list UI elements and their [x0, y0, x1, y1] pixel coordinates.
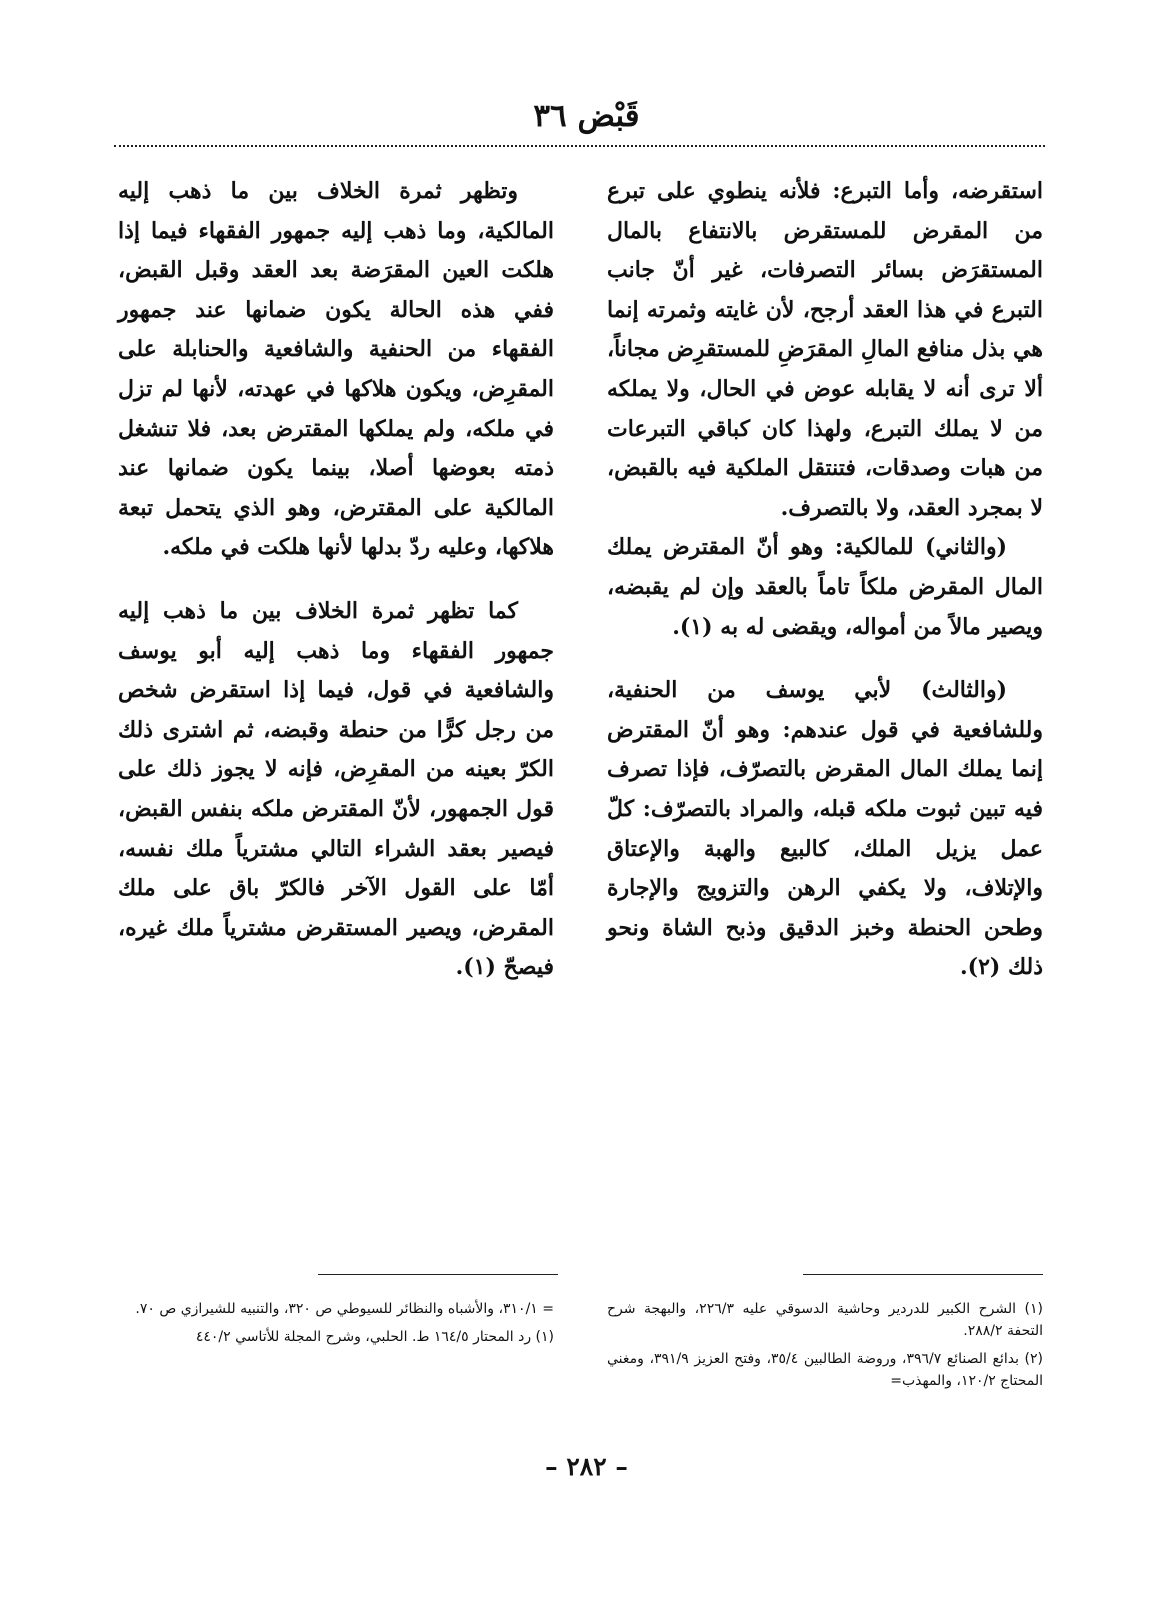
right-column [607, 172, 1043, 988]
footnote: (٢) بدائع الصنائع ٣٩٦/٧، وروضة الطالبين ٣٥/٤، وفتح العزيز ٣٩١/٩، ومغني المحتاج ١٢٠/٢، والمهذب= [607, 1351, 1044, 1389]
footnote: (١) رد المحتار ١٦٤/٥ ط. الحلبي، وشرح المجلة للأتاسي ٤٤٠/٢ [195, 1329, 554, 1345]
footnote: = ٣١٠/١، والأشباه والنظائر للسيوطي ص ٣٢٠، والتنبيه للشيرازي ص ٧٠. [135, 1301, 554, 1317]
footnote: (١) الشرح الكبير للدردير وحاشية الدسوقي عليه ٢٢٦/٣، والبهجة شرح التحفة ٢٨٨/٢. [607, 1301, 1043, 1339]
page-number: – ٢٨٢ – [545, 1452, 628, 1481]
paragraph: كما تظهر ثمرة الخلاف بين ما ذهب إليه جمهور الفقهاء وما ذهب إليه أبو يوسف والشافعية في قول، فيما إذا استقرض شخص من رجل كرًّا من حنطة وقبضه، ثم اشترى ذلك الكرّ بعينه من المقرِض، فإنه لا يجوز ذلك على قول الجمهور، لأنّ المقترض ملكه بنفس القبض، فيصير بعقد الشراء التالي مشترياً ملك نفسه، أمّا على القول الآخر فالكرّ باق على ملك المقرض، ويصير المستقرض مشترياً ملك غيره، فيصحّ (١). [118, 597, 554, 981]
paragraph: (والثالث) لأبي يوسف من الحنفية، وللشافعية في قول عندهم: وهو أنّ المقترض إنما يملك المال المقرض بالتصرّف، فإذا تصرف فيه تبين ثبوت ملكه قبله، والمراد بالتصرّف: كلّ عمل يزيل الملك، كالبيع والهبة والإعتاق والإتلاف، ولا يكفي الرهن والتزويج والإجارة وطحن الحنطة وخبز الدقيق وذبح الشاة ونحو ذلك (٢). [607, 677, 1043, 981]
paragraph: (والثاني) للمالكية: وهو أنّ المقترض يملك المال المقرض ملكاً تاماً بالعقد وإن لم يقبضه، ويصير مالاً من أمواله، ويقضى له به (١). [607, 534, 1043, 640]
paragraph: وتظهر ثمرة الخلاف بين ما ذهب إليه المالكية، وما ذهب إليه جمهور الفقهاء فيما إذا هلكت العين المقرَضة بعد العقد وقبل القبض، ففي هذه الحالة يكون ضمانها عند جمهور الفقهاء من الحنفية والشافعية والحنابلة على المقرِض، ويكون هلاكها في عهدته، لأنها لم تزل في ملكه، ولم يملكها المقترض بعد، فلا تنشغل ذمته بعوضها أصلا، بينما يكون ضمانها عند المالكية على المقترض، وهو الذي يتحمل تبعة هلاكها، وعليه ردّ بدلها لأنها هلكت في ملكه. [118, 178, 554, 561]
page-title: قَبْض ٣٦ [533, 98, 640, 134]
footnotes-left [118, 1298, 554, 1354]
footnote-divider-right [803, 1274, 1043, 1275]
title-divider [114, 145, 1045, 147]
paragraph: استقرضه، وأما التبرع: فلأنه ينطوي على تبرع من المقرض للمستقرض بالانتفاع بالمال المستقرَض بسائر التصرفات، غير أنّ جانب التبرع في هذا العقد أرجح، لأن غايته وثمرته إنما هي بذل منافع المالِ المقرَضِ للمستقرِض مجاناً، ألا ترى أنه لا يقابله عوض في الحال، ولا يملكه من لا يملك التبرع، ولهذا كان كباقي التبرعات من هبات وصدقات، فتنتقل الملكية فيه بالقبض، لا بمجرد العقد، ولا بالتصرف. [607, 178, 1043, 521]
footnotes-right [607, 1298, 1043, 1398]
footnote-divider-left [318, 1274, 558, 1275]
left-column [118, 172, 554, 988]
